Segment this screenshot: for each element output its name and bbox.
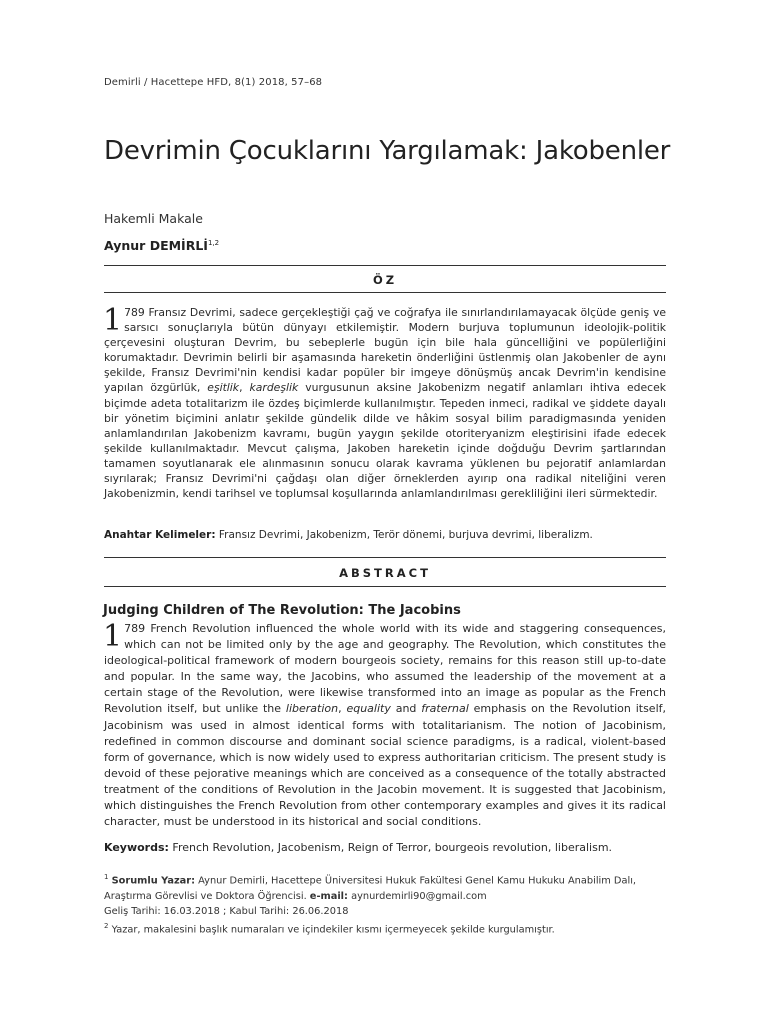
article-type: Hakemli Makale	[104, 211, 203, 226]
oz-heading: ÖZ	[372, 273, 398, 287]
oz-dropcap: 1	[103, 303, 123, 338]
oz-bottom-rule	[104, 292, 666, 293]
abstract-text-part-1: 789 French Revolution influenced the whole world with its wide and staggering consequences, which can not be limited only by the age and geography. The Revolution, which constitutes the ideological-political framework of modern bourgeois society, remains for this reason still up-to-date and popular. In the same way, the Jacobins, who assumed the leadership of the movement at a certain stage of the Revolution, were likewise transformed into an image as popular as the French Revolution itself, but unlike the	[104, 622, 666, 716]
footnotes	[104, 870, 666, 938]
abstract-paragraph	[104, 621, 666, 830]
footnote-1-label: Sorumlu Yazar:	[111, 875, 196, 887]
footnote-1-text: Aynur Demirli, Hacettepe Üniversitesi Hukuk Fakültesi Genel Kamu Hukuku Anabilim Dalı, Araştırma Görevlisi ve Doktora Öğrencisi.	[104, 875, 637, 902]
abstract-emphasis-fraternal: fraternal	[421, 702, 469, 716]
footnote-1	[104, 870, 666, 904]
abstract-keywords	[104, 841, 666, 854]
abstract-text-part-2: emphasis on the Revolution itself, Jacobinism was used in almost identical forms with totalitarianism. The notion of Jacobinism, redefined in common discourse and dominant social science paradigms, is a radical, violent-based form of governance, which is now widely used to express authoritarian criticism. The present study is devoid of these pejorative meanings which are conceived as a consequence of the totally abstracted treatment of the conditions of Revolution in the Jacobin movement. It is suggested that Jacobinism, which distinguishes the French Revolution from other contemporary examples and gives it its radical character, must be understood in its historical and social conditions.	[104, 702, 666, 829]
abstract-emphasis-liberation: liberation	[285, 702, 339, 716]
oz-paragraph	[104, 305, 666, 501]
email-address[interactable]: aynurdemirli90@gmail.com	[347, 890, 487, 902]
footnote-2-mark: 2	[104, 922, 109, 931]
abstract-bottom-rule	[104, 586, 666, 587]
oz-emphasis-esitlik: eşitlik	[207, 381, 240, 395]
oz-keywords	[104, 529, 666, 541]
abstract-emphasis-equality: equality	[346, 702, 391, 716]
author-line	[104, 238, 219, 253]
abstract-separator-2: and	[390, 702, 422, 716]
abstract-dropcap: 1	[103, 619, 123, 654]
abstract-keywords-list: French Revolution, Jacobenism, Reign of Terror, bourgeois revolution, liberalism.	[168, 841, 613, 854]
email-label: e-mail:	[309, 890, 348, 902]
footnote-1-mark: 1	[104, 873, 109, 881]
abstract-top-rule	[104, 557, 666, 558]
footnote-2	[104, 919, 666, 938]
abstract-keywords-label: Keywords:	[104, 841, 169, 854]
oz-text-part-2: vurgusunun aksine Jakobenizm negatif anlamları ihtiva edecek biçimde adeta totalitarizm ile özdeş biçimlerde kullanılmıştır. Tepeden inmeci, radikal ve şiddete dayalı bir yönetim biçimini anlatır şekilde gündelik dilde ve hâkim sosyal bilim paradigmasında yeniden anlamlandırılan Jakobenizm kavramı, bugün yaygın şekilde otoriteryanizm eleştirisini ifade edecek şekilde kullanılmaktadır. Mevcut çalışma, Jakoben hareketin içinde doğduğu Devrim şartlarından tamamen soyutlanarak ele alınmasının sonucu olarak kavrama yüklenen bu pejoratif anlamlardan sıyrılarak; Fransız Devrimi'ni çağdaşı olan diğer örneklerden ayırıp ona radikal niteliğini veren Jakobenizmin, kendi tarihsel ve toplumsal koşullarında anlamlandırılması gerekliliğini ileri sürmektedir.	[104, 381, 666, 501]
author-footnote-marks: 1,2	[207, 238, 220, 247]
oz-text-part-1: 789 Fransız Devrimi, sadece gerçekleştiği çağ ve coğrafya ile sınırlandırılamayacak ölçüde geniş ve sarsıcı sonuçlarıyla bütün dünyayı etkilemiştir. Modern burjuva toplumunun ideolojik-politik çerçevesini oluşturan Devrim, bu sebeplerle bugün için bile hala güncelliğini ve popülerliğini korumaktadır. Devrimin belirli bir aşamasında hareketin önderliğini üstlenmiş olan Jakobenler de aynı şekilde, Fransız Devrimi'nin kendisi kadar popüler bir imgeye dönüşmüş ancak Devrim'in kendisine yapılan özgürlük,	[104, 306, 666, 395]
article-title: Devrimin Çocuklarını Yargılamak: Jakobenler	[104, 136, 671, 166]
oz-top-rule	[104, 265, 666, 266]
oz-keywords-list: Fransız Devrimi, Jakobenizm, Terör dönemi, burjuva devrimi, liberalizm.	[215, 529, 593, 541]
footnote-2-text: Yazar, makalesini başlık numaraları ve içindekiler kısmı içermeyecek şekilde kurgulamıştır.	[108, 924, 555, 936]
submission-dates: Geliş Tarihi: 16.03.2018 ; Kabul Tarihi: 26.06.2018	[104, 905, 349, 917]
author-name: Aynur DEMİRLİ	[104, 238, 208, 253]
citation-header: Demirli / Hacettepe HFD, 8(1) 2018, 57–68	[104, 77, 323, 88]
abstract-heading: ABSTRACT	[339, 566, 431, 580]
oz-separator: ,	[239, 381, 250, 395]
oz-keywords-label: Anahtar Kelimeler:	[104, 529, 216, 541]
oz-emphasis-kardeslik: kardeşlik	[249, 381, 299, 395]
abstract-separator-1: ,	[338, 702, 347, 716]
abstract-title: Judging Children of The Revolution: The Jacobins	[103, 603, 461, 618]
